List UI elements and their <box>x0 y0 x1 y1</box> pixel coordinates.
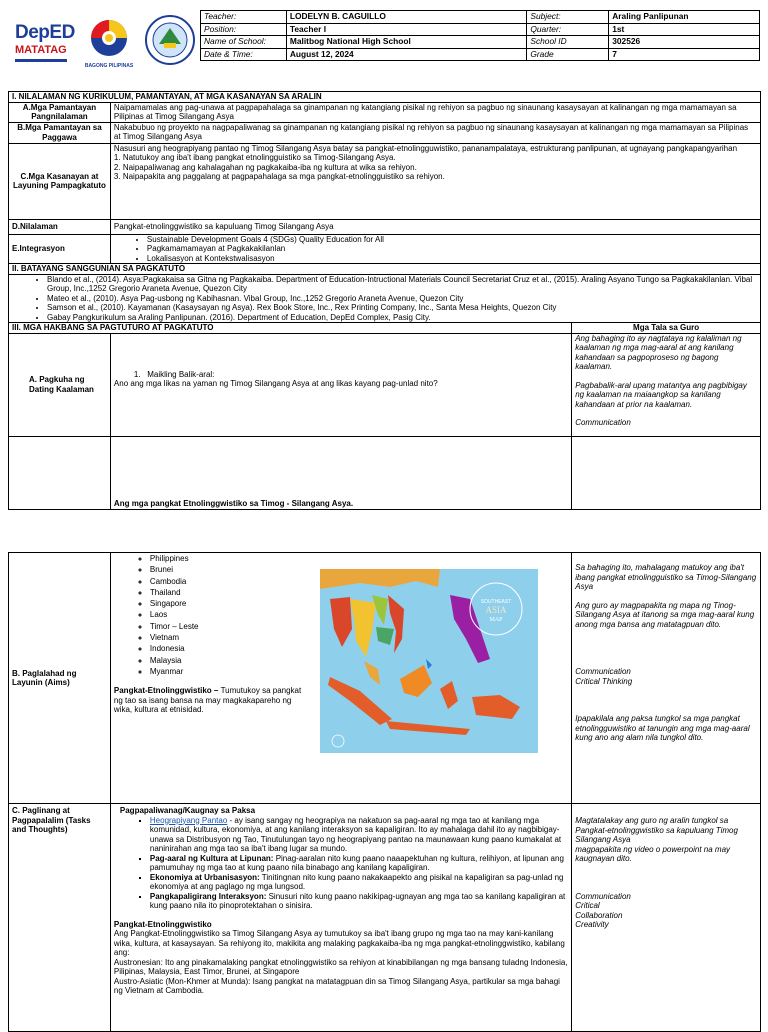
map-title: ASIA <box>485 605 507 615</box>
quarter-value: 1st <box>609 23 760 36</box>
country-item: ◦ Vietnam <box>150 632 568 643</box>
row-a-text: Naipamamalas ang pag-unawa at pagpapahalaga sa ginampanan ng katangiang pisikal ng rehiyon sa pagbuo ng sinaunang kasaysayan at kalinangan ng mga mamamayan sa Pilipinas at Timog Silangang Asya <box>110 102 760 122</box>
step-c-content <box>110 804 571 1032</box>
map-title-small: SOUTHEAST <box>480 599 512 605</box>
country-item: ◦ Brunei <box>150 564 568 575</box>
teacher-value: LODELYN B. CAGUILLO <box>286 11 526 24</box>
step-c-item <box>150 892 568 911</box>
note-text: Ipapakilala ang paksa tungkol sa mga pangkat etnolingguwistiko at tanungin ang mga mag-aaral kung ano ang alam nila tungkol dito. <box>575 714 750 742</box>
teacher-label: Teacher: <box>201 11 287 24</box>
definition-term: Pangkat-Etnolinggwistiko – <box>113 686 221 696</box>
subject-value: Araling Panlipunan <box>609 11 760 24</box>
country-item: ◦ Laos <box>150 609 568 620</box>
reference-item: • Samson et al., (2010). Kayamanan (Kasaysayan ng Asya). Rex Book Store, Inc., Rex Printing Company, Inc., Santa Mesa Heights, Quezon City <box>47 303 757 313</box>
step-b-notes <box>572 553 761 804</box>
matatag-wordmark: MATATAG <box>15 44 67 56</box>
bottom-title-cell <box>110 436 571 509</box>
row-c-label: C.Mga Kasanayan at Layuning Pampagkatuto <box>9 143 111 219</box>
school-seal-icon <box>144 14 196 66</box>
integration-item: • Pagkamamamayan at Pagkakakilanlan <box>147 244 757 254</box>
step-c-subtext: Ang Pangkat-Etnolinggwistiko sa Timog Silangang Asya ay tumutukoy sa iba't ibang grupo ng mga tao na may kani-kanilang wika, kultura, at kasaysayan. Sa rehiyong ito, makikita ang malaking pagkakaiba-iba ng mga pangkat-etnolinggwistiko, kabilang ang: <box>113 929 565 957</box>
schoolid-value: 302526 <box>609 36 760 49</box>
row-c-line: 2. Naipapaliwanag ang kahalagahan ng pagkakaiba-iba ng kultura at wika sa rehiyon. <box>113 162 417 172</box>
reference-item: • Blando et al., (2014). Asya:Pagkakaisa sa Gitna ng Pagkakaiba. Department of Education-Intructional Materials Council Secretariat Cruz et al., (2015). Araling Asyano Tungo sa Pagkakakilanlan. Vibal Group, Inc.,1252 Gregorio Araneta Avenue, Quezon City <box>47 275 757 294</box>
row-c-line: 3. Naipapakita ang paggalang at pagpapahalaga sa mga pangkat-etnolingguistiko sa rehiyon. <box>113 172 445 181</box>
subject-label: Subject: <box>527 11 609 24</box>
country-item: ◦ Malaysia <box>150 655 568 666</box>
blank-notes-cell <box>572 436 761 509</box>
notes-column-title: Mga Tala sa Guro <box>572 323 761 334</box>
step-a-label <box>9 333 111 436</box>
note-text: Sa bahaging ito, mahalagang matukoy ang iba't ibang pangkat etnolingguistiko sa Timog-Silangang Asya <box>575 563 757 591</box>
references-list <box>9 274 761 323</box>
note-text: Ang guro ay magpapakita ng mapa ng Tinog-Silangang Asya at itanong sa mga mag-aaral kung anong mga bansa ang matatagpuan dito. <box>575 600 755 629</box>
row-b-label: B.Mga Pamantayan sa Paggawa <box>9 122 111 143</box>
row-e-label: E.Integrasyon <box>9 234 111 264</box>
row-c-line: Nasusuri ang heograpiyang pantao ng Timog Silangang Asya batay sa pangkat-etnolingguwistiko, pananampalataya, estrukturang panlipunan, at ugnayang pangkapangyarihan <box>113 143 738 153</box>
note-skill: Collaboration <box>575 910 623 920</box>
note-skill: Communication <box>575 667 631 676</box>
note-skill: Communication <box>575 891 631 901</box>
row-e-content <box>110 234 760 264</box>
step-c-list <box>114 816 568 911</box>
step-c-item-term: Pag-aaral ng Kultura at Lipunan: <box>149 853 274 863</box>
definition <box>114 686 302 715</box>
country-item: ◦ Cambodia <box>150 576 568 587</box>
step-c-item-term: Ekonomiya at Urbanisasyon: <box>149 872 260 882</box>
position-value: Teacher I <box>286 23 526 36</box>
southeast-asia-map <box>320 569 538 753</box>
step-c-item <box>150 873 568 892</box>
blank-cell <box>9 436 111 509</box>
step-b-label: B. Paglalahad ng Layunin (Aims) <box>9 553 111 804</box>
lesson-plan-table <box>8 91 761 510</box>
step-a-item: 1. Maikling Balik-aral: <box>133 369 215 379</box>
step-c-item-text: Pinag-aaralan nito kung paano naaapektuhan ng kultura, relihiyon, at lipunan ang pamumuhay ng mga tao at kung paano nila binabago ang kanilang kapaligiran. <box>149 853 564 872</box>
step-c-subline: Austronesian: Ito ang pinakamalaking pangkat etnolinggwistiko sa rehiyon at kinabibilangan ng mga bansang tuladng Indonesia, Pilipinas, Malaysia, East Timor, Brunei, at Singapore <box>113 957 568 976</box>
step-c-item-text: Tinitingnan nito kung paano nakakaapekto ang pisikal na kapaligiran sa pag-unlad ng ekonomiya at ang paglago ng mga lungsod. <box>149 872 564 891</box>
row-a-label: A.Mga Pamantayan Pangnilalaman <box>9 102 111 122</box>
lesson-plan-table-page2 <box>8 552 761 1032</box>
step-c-item-text: Sinusuri nito kung paano nakikipag-ugnayan ang mga tao sa kanilang kapaligiran at kung paano nila ito pinoprotektahan o sinisira. <box>149 891 566 910</box>
note-skill: Communication <box>575 418 631 427</box>
grade-value: 7 <box>609 48 760 61</box>
step-a-content <box>110 333 571 436</box>
school-value: Malitbog National High School <box>286 36 526 49</box>
map-subtitle: MAP <box>489 617 503 623</box>
note-skill: Critical Thinking <box>575 676 633 686</box>
step-a-notes <box>572 333 761 436</box>
row-c-line: 1. Natutukoy ang iba't ibang pangkat etnolingguistiko sa Timog-Silangang Asya. <box>113 153 396 162</box>
country-item: ◦ Thailand <box>150 587 568 598</box>
header-table <box>200 10 760 61</box>
deped-wordmark: DepED <box>15 22 75 43</box>
bagong-pilipinas-text: BAGONG PILIPINAS <box>84 63 134 69</box>
note-text: magpapakita ng video o powerpoint na may kaugnayan dito. <box>575 844 731 863</box>
note-text: Magtatalakay ang guro ng aralin tungkol sa Pangkat-etnolinggwistiko sa kapuluang Timog Silangang Asya <box>575 816 738 844</box>
step-c-item <box>150 816 568 854</box>
quarter-label: Quarter: <box>527 23 609 36</box>
note-skill: Critical <box>575 901 600 910</box>
note-text: Pagbabalik-aral upang matantya ang pagbibigay ng kaalaman na maiaangkop sa kanilang kahandaan at prior na kaalaman. <box>575 380 747 409</box>
bottom-title: Ang mga pangkat Etnolinggwistiko sa Timog - Silangang Asya. <box>113 499 354 508</box>
row-d-text: Pangkat-etnolinggwistiko sa kapuluang Timog Silangang Asya <box>110 219 760 234</box>
step-c-subtitle: Pangkat-Etnolinggwistiko <box>113 919 212 929</box>
row-d-label: D.Nilalaman <box>9 219 111 234</box>
country-item: ◦ Singapore <box>150 598 568 609</box>
country-item: ◦ Philippines <box>150 553 568 564</box>
grade-label: Grade <box>527 48 609 61</box>
bagong-pilipinas-logo <box>78 16 140 68</box>
date-value: August 12, 2024 <box>286 48 526 61</box>
reference-item: • Gabay Pangkurikulum sa Araling Panlipunan. (2016). Department of Education, DepEd Complex, Pasig City. <box>47 313 757 323</box>
step-c-subline: Austro-Asiatic (Mon-Khmer at Munda): Isang pangkat na matatagpuan din sa Timog Silangang Asya, partikular sa mga bahagi ng Vietnam at Cambodia. <box>113 976 560 995</box>
integration-item: • Lokalisasyon at Kontekstwalisasyon <box>147 254 757 264</box>
step-c-label: C. Paglinang at Pagpapalalim (Tasks and Thoughts) <box>9 804 111 1032</box>
step-c-item-text: - ay isang sangay ng heograpiya na nakatuon sa pag-aaral ng mga tao at kanilang mga komunidad, kultura, ekonomiya, at ang kanilang interaksyon sa kapaligiran. Ito ay mahalaga dahil ito ay nagbibigay-unawa sa Distribusyon ng Tao, Tinutulungan tayo ng heograpiyang pantao na maunawaan kung paano kumakalat at naninirahan ang mga tao sa iba't ibang lugar sa mundo. <box>149 815 562 853</box>
deped-logo <box>15 22 75 68</box>
note-text: Ang bahaging ito ay nagtataya ng kalaliman ng kaalaman ng mga mag-aaral at ang kanilang kahandaan sa pagpoproseso ng bagong kaalaman. <box>575 333 742 371</box>
step-a-question: Ano ang mga likas na yaman ng Timog Silangang Asya at ang likas kayang pag-unlad nito? <box>113 379 438 388</box>
step-c-item-term: Pangkapaligirang Interaksyon: <box>149 891 267 901</box>
school-label: Name of School: <box>201 36 287 49</box>
step-b-content <box>110 553 571 804</box>
step-a-label-text: A. Pagkuha ng Dating Kaalaman <box>29 375 94 394</box>
country-item: ◦ Indonesia <box>150 643 568 654</box>
note-skill: Creativity <box>575 920 609 929</box>
section-1-title: I. NILALAMAN NG KURIKULUM, PAMANTAYAN, AT MGA KASANAYAN SA ARALIN <box>9 92 761 103</box>
step-a-item-text: Maikling Balik-aral: <box>147 369 215 379</box>
integration-item: • Sustainable Development Goals 4 (SDGs) Quality Education for All <box>147 235 757 245</box>
date-label: Date & Time: <box>201 48 287 61</box>
section-3-title: III. MGA HAKBANG SA PAGTUTURO AT PAGKATUTO <box>9 323 572 334</box>
row-c-content <box>110 143 760 219</box>
step-c-notes <box>572 804 761 1032</box>
section-2-title: II. BATAYANG SANGGUNIAN SA PAGKATUTO <box>9 264 761 275</box>
step-c-item <box>150 854 568 873</box>
bagong-pilipinas-emblem-icon <box>78 16 140 58</box>
schoolid-label: School ID <box>527 36 609 49</box>
step-c-title: Pagpapaliwanag/Kaugnay sa Paksa <box>119 806 256 815</box>
row-b-text: Nakabubuo ng proyekto na nagpapaliwanag sa ginampanan ng katangiang pisikal ng rehiyon sa pagbuo ng sinaunang kasaysayan at kalinangan ng mga mamamayan sa Pilipinas at Timog Silangang Asya <box>110 122 760 143</box>
definition-text: Tumutukoy sa pangkat ng tao sa isang bansa na may magkakapareho ng wika, kultura at etnisidad. <box>113 686 302 715</box>
position-label: Position: <box>201 23 287 36</box>
heograpiya-link[interactable]: Heograpiyang Pantao <box>149 815 228 825</box>
country-item: ◦ Myanmar <box>150 666 568 677</box>
country-item: ◦ Timor – Leste <box>150 621 568 632</box>
reference-item: • Mateo et al., (2010). Asya Pag-usbong ng Kabihasnan. Vibal Group, Inc.,1252 Gregorio Araneta Avenue, Quezon City <box>47 294 757 304</box>
